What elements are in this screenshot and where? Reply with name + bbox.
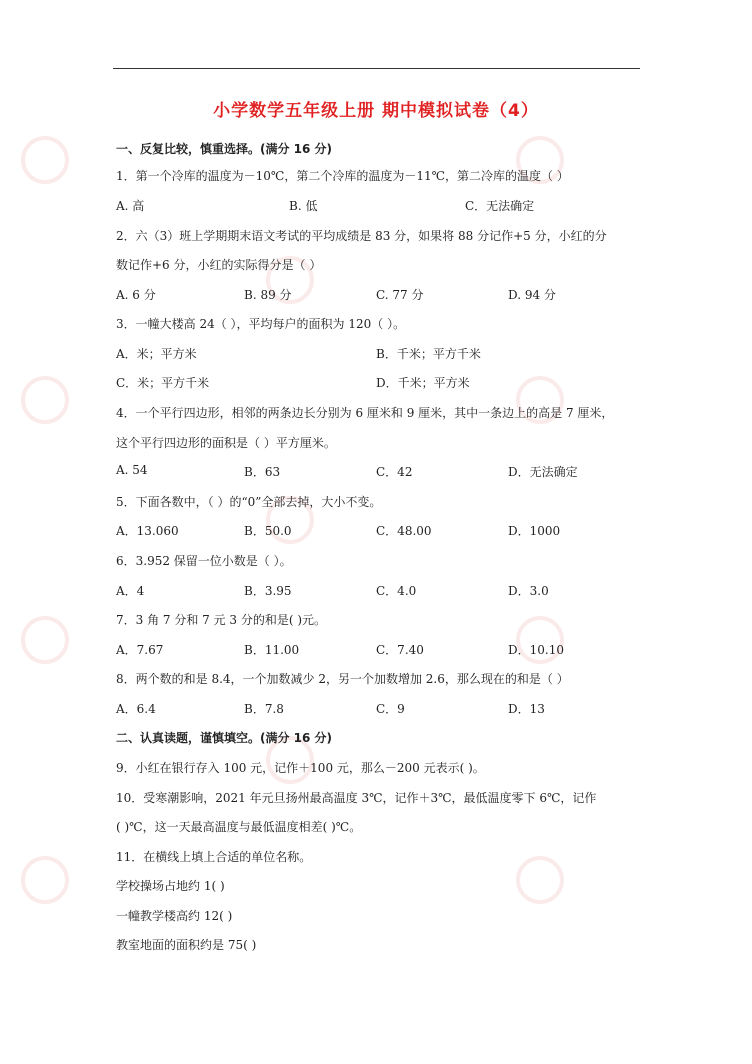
q2-option-a: A. 6 分: [116, 288, 156, 302]
q11-item-2: 一幢教学楼高约 12( ): [116, 909, 233, 923]
q7-option-b: B．11.00: [244, 643, 300, 657]
q8-option-c: C．9: [376, 702, 405, 716]
q11-item-3: 教室地面的面积约是 75( ): [116, 938, 257, 952]
q5-option-d: D．1000: [508, 524, 561, 538]
question-5: 5．下面各数中，（ ）的“0”全部去掉，大小不变。: [116, 495, 382, 509]
question-6: 6．3.952 保留一位小数是（ ）。: [116, 554, 292, 568]
q5-option-c: C．48.00: [376, 524, 432, 538]
q4-option-d: D．无法确定: [508, 465, 578, 479]
q7-option-a: A．7.67: [116, 643, 164, 657]
question-9: 9．小红在银行存入 100 元，记作＋100 元，那么－200 元表示( )。: [116, 761, 485, 775]
section-heading-1: 一、反复比较，慎重选择。(满分 16 分): [116, 142, 333, 156]
question-4-line-1: 4．一个平行四边形，相邻的两条边长分别为 6 厘米和 9 厘米，其中一条边上的高是 7 厘米，: [116, 406, 614, 420]
q6-option-d: D．3.0: [508, 584, 549, 598]
q2-option-c: C. 77 分: [376, 288, 424, 302]
q6-option-b: B．3.95: [244, 584, 292, 598]
q8-option-b: B．7.8: [244, 702, 284, 716]
q1-option-b: B. 低: [289, 199, 318, 213]
q4-option-c: C．42: [376, 465, 413, 479]
question-3: 3．一幢大楼高 24（ ），平均每户的面积为 120（ ）。: [116, 317, 406, 331]
q2-option-d: D. 94 分: [508, 288, 556, 302]
q6-option-c: C．4.0: [376, 584, 417, 598]
q3-option-d: D．千米；平方米: [376, 376, 470, 390]
question-10-line-2: ( )℃，这一天最高温度与最低温度相差( )℃。: [116, 820, 362, 834]
q4-option-a: A. 54: [116, 463, 148, 477]
question-2-line-2: 数记作+6 分，小红的实际得分是（ ）: [116, 258, 322, 272]
question-1: 1．第一个冷库的温度为－10℃，第二个冷库的温度为－11℃，第二冷库的温度（ ）: [116, 169, 569, 183]
q7-option-c: C．7.40: [376, 643, 424, 657]
q8-option-a: A．6.4: [116, 702, 156, 716]
q8-option-d: D．13: [508, 702, 545, 716]
question-7: 7．3 角 7 分和 7 元 3 分的和是( )元。: [116, 613, 327, 627]
section-heading-2: 二、认真读题，谨慎填空。(满分 16 分): [116, 731, 333, 745]
q3-option-c: C．米；平方千米: [116, 376, 210, 390]
q2-option-b: B. 89 分: [244, 288, 292, 302]
q6-option-a: A．4: [116, 584, 145, 598]
question-8: 8．两个数的和是 8.4，一个加数减少 2，另一个加数增加 2.6，那么现在的和是（ ）: [116, 672, 569, 686]
q5-option-a: A．13.060: [116, 524, 179, 538]
q5-option-b: B．50.0: [244, 524, 292, 538]
q11-item-1: 学校操场占地约 1( ): [116, 879, 225, 893]
q3-option-b: B．千米；平方千米: [376, 347, 481, 361]
question-11: 11．在横线上填上合适的单位名称。: [116, 850, 312, 864]
question-2-line-1: 2．六（3）班上学期期末语文考试的平均成绩是 83 分，如果将 88 分记作+5 分，小红的分: [116, 229, 607, 243]
header-rule: [113, 68, 640, 69]
q1-option-a: A. 高: [116, 199, 145, 213]
q3-option-a: A．米；平方米: [116, 347, 197, 361]
question-4-line-2: 这个平行四边形的面积是（ ）平方厘米。: [116, 436, 336, 450]
page-title: 小学数学五年级上册 期中模拟试卷（4）: [213, 101, 539, 121]
q1-option-c: C．无法确定: [465, 199, 535, 213]
question-10-line-1: 10．受寒潮影响，2021 年元旦扬州最高温度 3℃，记作＋3℃，最低温度零下 6℃，记作: [116, 791, 597, 805]
q7-option-d: D．10.10: [508, 643, 564, 657]
q4-option-b: B．63: [244, 465, 281, 479]
